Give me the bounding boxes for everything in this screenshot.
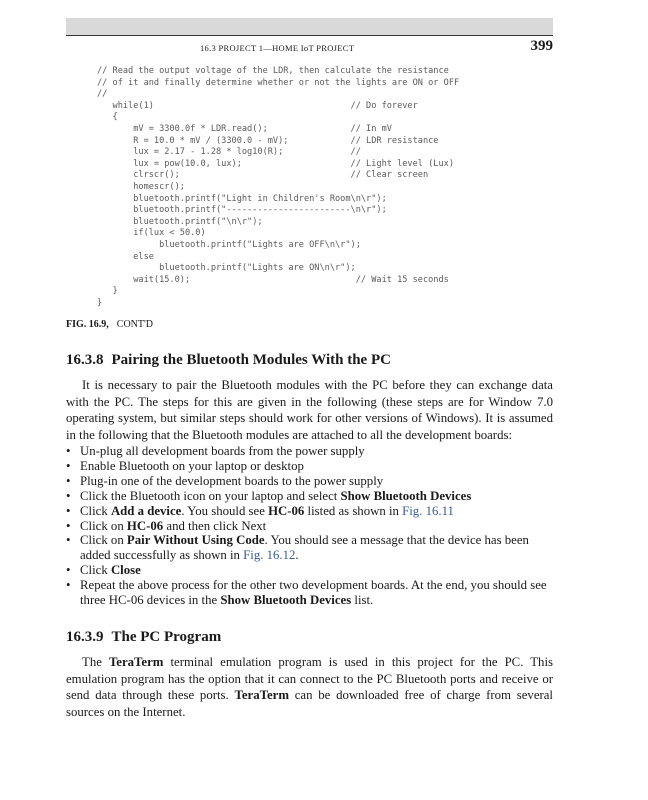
code-line: { — [97, 112, 118, 123]
figure-caption-label: FIG. 16.9, — [66, 319, 109, 330]
code-line: while(1) // Do forever — [97, 100, 418, 111]
code-line: // — [97, 89, 108, 100]
code-line: lux = 2.17 - 1.28 * log10(R); // — [97, 147, 361, 158]
list-item: • Click the Bluetooth icon on your laptop and select Show Bluetooth Devices — [66, 489, 553, 504]
section-heading-program — [66, 629, 221, 646]
list-item: • Click Add a device. You should see HC-06 listed as shown in Fig. 16.11 — [66, 504, 553, 519]
list-item: • Repeat the above process for the other two development boards. At the end, you should see three HC-06 devices in the Show Bluetooth Devices list. — [66, 578, 553, 608]
code-line: bluetooth.printf("Light in Children's Room\n\r"); — [97, 193, 387, 204]
code-line: } — [97, 297, 103, 308]
code-line: clrscr(); // Clear screen — [97, 170, 429, 181]
page-number: 399 — [530, 38, 553, 54]
code-line: if(lux < 50.0) — [97, 228, 206, 239]
code-line: // of it and finally determine whether or not the lights are ON or OFF — [97, 77, 460, 88]
code-line: lux = pow(10.0, lux); // Light level (Lux) — [97, 158, 454, 169]
list-item: • Click on HC-06 and then click Next — [66, 519, 553, 534]
list-item: • Click Close — [66, 563, 553, 578]
code-line: homescr(); — [97, 181, 185, 192]
section-number: 16.3.8 — [66, 352, 104, 368]
code-line: wait(15.0); // Wait 15 seconds — [97, 274, 449, 285]
code-line: else — [97, 251, 154, 262]
code-line: mV = 3300.0f * LDR.read(); // In mV — [97, 123, 392, 134]
code-line: bluetooth.printf("Lights are ON\n\r"); — [97, 263, 356, 274]
figure-caption — [66, 319, 153, 330]
code-line: // Read the output voltage of the LDR, then calculate the resistance — [97, 66, 449, 76]
list-item: • Enable Bluetooth on your laptop or desktop — [66, 459, 553, 474]
figure-caption-tail: CONT'D — [116, 319, 154, 330]
code-line: R = 10.0 * mV / (3300.0 - mV); // LDR resistance — [97, 135, 439, 146]
code-listing — [97, 66, 459, 309]
list-item: • Plug-in one of the development boards to the power supply — [66, 474, 553, 489]
pairing-steps-list — [66, 444, 553, 608]
program-paragraph: The TeraTerm terminal emulation program is used in this project for the PC. This emulation program has the option that it can connect to the PC Bluetooth ports and receive or send data through these ports. TeraTerm can be downloaded free of charge from several sources on the Internet. — [66, 655, 553, 719]
running-head: 16.3 PROJECT 1—HOME IoT PROJECT — [200, 43, 355, 53]
section-title: Pairing the Bluetooth Modules With the PC — [111, 352, 391, 368]
code-line: bluetooth.printf("------------------------\n\r"); — [97, 205, 387, 216]
header-band — [66, 18, 553, 35]
code-line: bluetooth.printf("\n\r"); — [97, 216, 263, 227]
figure-link[interactable]: Fig. 16.11 — [402, 503, 454, 518]
list-item: • Click on Pair Without Using Code. You should see a message that the device has been added successfully as shown in Fig. 16.12. — [66, 533, 553, 563]
list-item: • Un-plug all development boards from the power supply — [66, 444, 553, 459]
pairing-intro-paragraph: It is necessary to pair the Bluetooth modules with the PC before they can exchange data with the PC. The steps for this are given in the following (these steps are for Window 7.0 operating system, but similar steps should work for other versions of Windows). It is assumed in the following that the Bluetooth modules are attached to all the development boards: — [66, 378, 553, 442]
header-rule — [66, 35, 553, 36]
code-line: } — [97, 286, 118, 297]
section-heading-pairing — [66, 352, 391, 369]
figure-link[interactable]: Fig. 16.12 — [243, 548, 296, 563]
section-number: 16.3.9 — [66, 629, 104, 645]
code-line: bluetooth.printf("Lights are OFF\n\r"); — [97, 239, 361, 250]
section-title: The PC Program — [111, 629, 222, 645]
